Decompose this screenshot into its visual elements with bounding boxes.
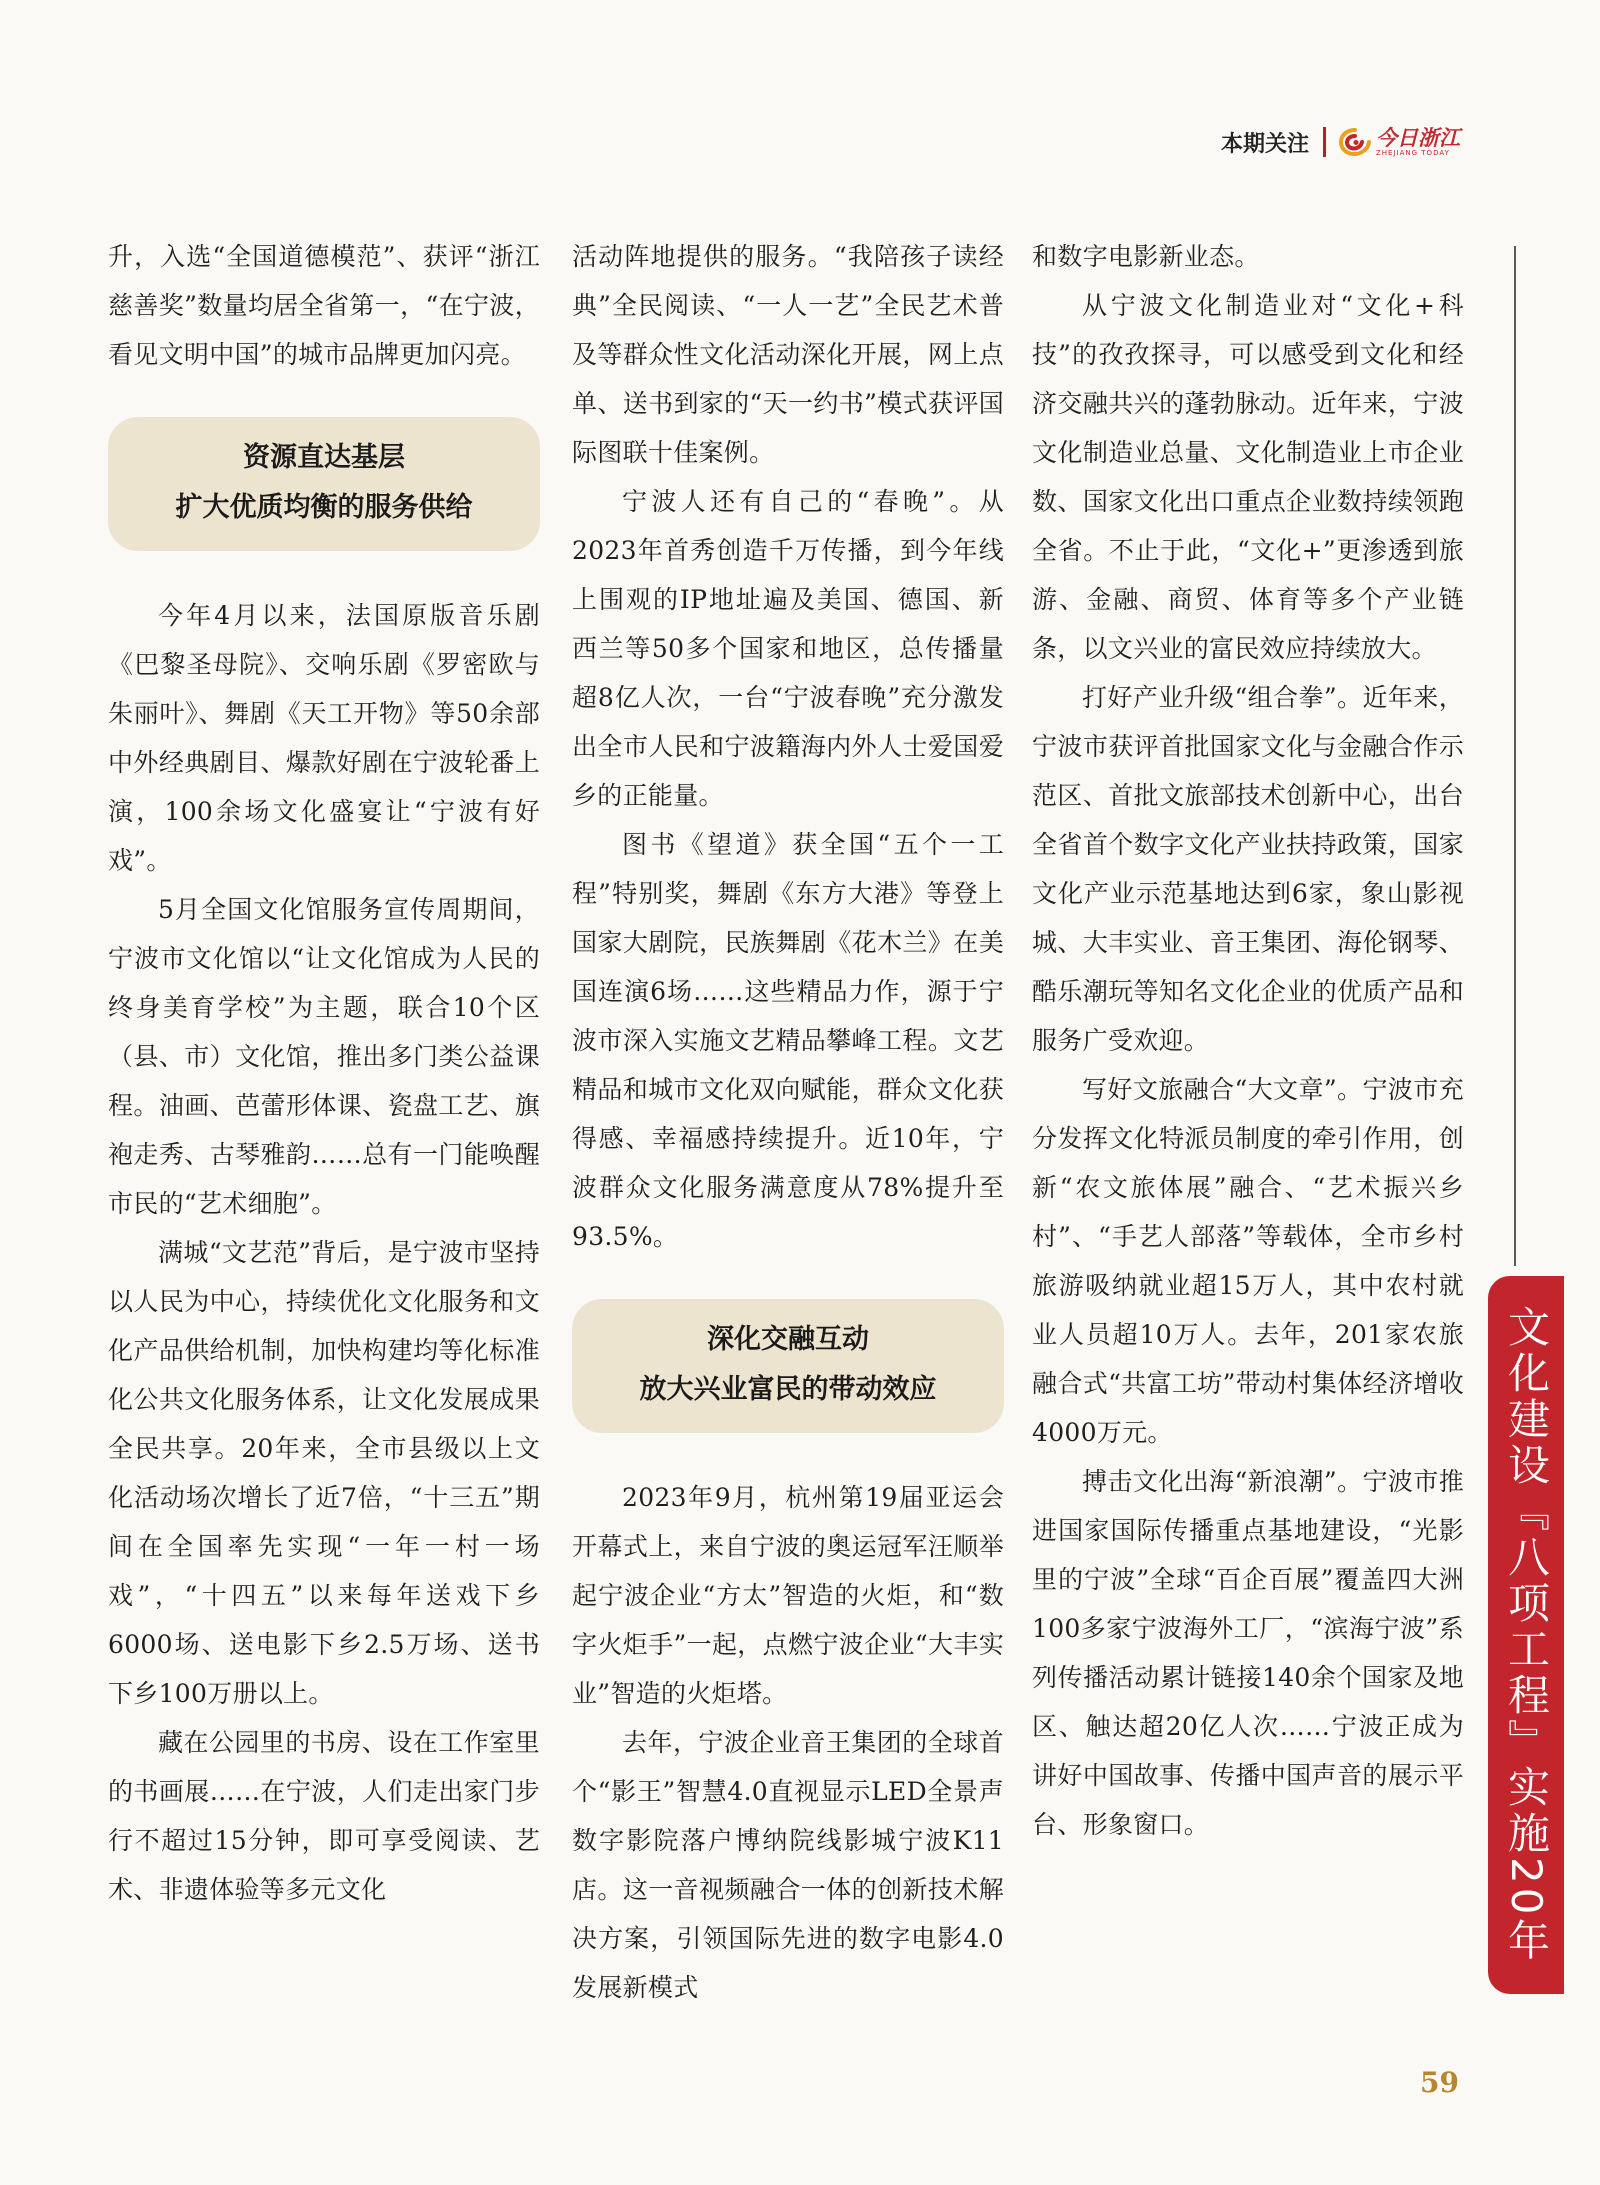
series-tab-text: 文化建设『八项工程』实施20年 — [1502, 1305, 1551, 1965]
magazine-logo — [1338, 127, 1460, 157]
swirl-logo-icon — [1338, 127, 1372, 157]
text-column-3 — [1032, 232, 1464, 1849]
body-paragraph: 满城“文艺范”背后，是宁波市坚持以人民为中心，持续优化文化服务和文化产品供给机制，加快构建均等化标准化公共文化服务体系，让文化发展成果全民共享。20年来，全市县级以上文化活动场次增长了近7倍，“十三五”期间在全国率先实现“一年一村一场戏”，“十四五”以来每年送戏下乡6000场、送电影下乡2.5万场、送书下乡100万册以上。 — [108, 1238, 540, 1708]
series-tab — [1488, 1276, 1564, 1994]
body-paragraph: 从宁波文化制造业对“文化+科技”的孜孜探寻，可以感受到文化和经济交融共兴的蓬勃脉动。近年来，宁波文化制造业总量、文化制造业上市企业数、国家文化出口重点企业数持续领跑全省。不止于此，“文化+”更渗透到旅游、金融、商贸、体育等多个产业链条，以文兴业的富民效应持续放大。 — [1032, 291, 1464, 663]
section-subheading — [572, 1299, 1004, 1433]
body-paragraph: 宁波人还有自己的“春晚”。从2023年首秀创造千万传播，到今年线上围观的IP地址遍及美国、德国、新西兰等50多个国家和地区，总传播量超8亿人次，一台“宁波春晚”充分激发出全市人民和宁波籍海内外人士爱国爱乡的正能量。 — [572, 487, 1004, 810]
subheading-line: 放大兴业富民的带动效应 — [639, 1374, 937, 1405]
body-paragraph: 图书《望道》获全国“五个一工程”特别奖，舞剧《东方大港》等登上国家大剧院，民族舞剧《花木兰》在美国连演6场……这些精品力作，源于宁波市深入实施文艺精品攀峰工程。文艺精品和城市文化双向赋能，群众文化获得感、幸福感持续提升。近10年，宁波群众文化服务满意度从78%提升至93.5%。 — [572, 830, 1004, 1251]
logo-chinese-text: 今日浙江 — [1376, 125, 1460, 150]
subheading-line: 资源直达基层 — [243, 442, 405, 473]
logo-english-text: ZHEJIANG TODAY — [1376, 149, 1450, 157]
text-column-1 — [108, 232, 540, 1914]
body-paragraph: 升，入选“全国道德模范”、获评“浙江慈善奖”数量均居全省第一，“在宁波，看见文明中国”的城市品牌更加闪亮。 — [108, 242, 540, 369]
body-paragraph: 藏在公园里的书房、设在工作室里的书画展……在宁波，人们走出家门步行不超过15分钟，即可享受阅读、艺术、非遗体验等多元文化 — [108, 1728, 540, 1904]
page-number: 59 — [1420, 2066, 1459, 2099]
section-label: 本期关注 — [1220, 131, 1309, 157]
body-paragraph: 写好文旅融合“大文章”。宁波市充分发挥文化特派员制度的牵引作用，创新“农文旅体展”融合、“艺术振兴乡村”、“手艺人部落”等载体，全市乡村旅游吸纳就业超15万人，其中农村就业人员超10万人。去年，201家农旅融合式“共富工坊”带动村集体经济增收4000万元。 — [1032, 1075, 1464, 1447]
body-paragraph: 打好产业升级“组合拳”。近年来，宁波市获评首批国家文化与金融合作示范区、首批文旅部技术创新中心，出台全省首个数字文化产业扶持政策，国家文化产业示范基地达到6家，象山影视城、大丰实业、音王集团、海伦钢琴、酷乐潮玩等知名文化企业的优质产品和服务广受欢迎。 — [1032, 683, 1464, 1055]
body-paragraph: 2023年9月，杭州第19届亚运会开幕式上，来自宁波的奥运冠军汪顺举起宁波企业“方太”智造的火炬，和“数字火炬手”一起，点燃宁波企业“大丰实业”智造的火炬塔。 — [572, 1483, 1004, 1708]
body-paragraph: 去年，宁波企业音王集团的全球首个“影王”智慧4.0直视显示LED全景声数字影院落户博纳院线影城宁波K11店。这一音视频融合一体的创新技术解决方案，引领国际先进的数字电影4.0发展新模式 — [572, 1728, 1004, 2002]
body-paragraph: 今年4月以来，法国原版音乐剧《巴黎圣母院》、交响乐剧《罗密欧与朱丽叶》、舞剧《天工开物》等50余部中外经典剧目、爆款好剧在宁波轮番上演，100余场文化盛宴让“宁波有好戏”。 — [108, 601, 540, 875]
section-subheading — [108, 417, 540, 551]
page-header — [1221, 120, 1460, 164]
body-paragraph: 活动阵地提供的服务。“我陪孩子读经典”全民阅读、“一人一艺”全民艺术普及等群众性文化活动深化开展，网上点单、送书到家的“天一约书”模式获评国际图联十佳案例。 — [572, 242, 1004, 467]
body-paragraph: 和数字电影新业态。 — [1032, 242, 1260, 271]
body-paragraph: 5月全国文化馆服务宣传周期间，宁波市文化馆以“让文化馆成为人民的终身美育学校”为主题，联合10个区（县、市）文化馆，推出多门类公益课程。油画、芭蕾形体课、瓷盘工艺、旗袍走秀、古琴雅韵……总有一门能唤醒市民的“艺术细胞”。 — [108, 895, 540, 1218]
subheading-line: 深化交融互动 — [707, 1324, 869, 1355]
body-paragraph: 搏击文化出海“新浪潮”。宁波市推进国家国际传播重点基地建设，“光影里的宁波”全球“百企百展”覆盖四大洲100多家宁波海外工厂，“滨海宁波”系列传播活动累计链接140余个国家及地区、触达超20亿人次……宁波正成为讲好中国故事、传播中国声音的展示平台、形象窗口。 — [1032, 1467, 1464, 1839]
subheading-line: 扩大优质均衡的服务供给 — [175, 492, 473, 523]
side-rule — [1514, 246, 1516, 1266]
header-divider — [1323, 127, 1326, 157]
text-column-2 — [572, 232, 1004, 2012]
